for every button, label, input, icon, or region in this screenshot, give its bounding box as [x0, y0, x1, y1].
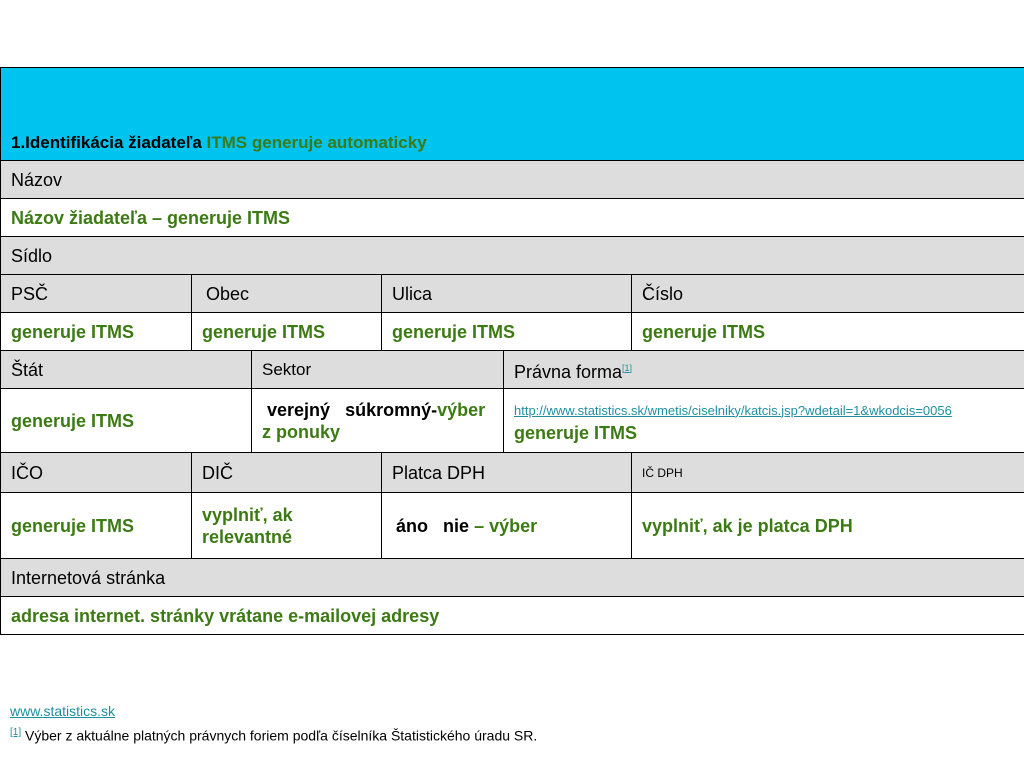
dic-value[interactable]: vyplniť, ak relevantné: [192, 493, 382, 559]
sektor-option-sukromny[interactable]: súkromný-: [345, 399, 438, 420]
sidlo-label: Sídlo: [1, 237, 1024, 275]
address-label-row: [1, 275, 1024, 313]
web-value-row: [1, 597, 1024, 635]
address-value-row: [1, 313, 1024, 351]
psc-value[interactable]: generuje ITMS: [1, 313, 192, 351]
sektor-option-verejny[interactable]: verejný: [267, 399, 331, 420]
pravna-forma-label-cell: [504, 351, 1024, 389]
header-row: [1, 68, 1024, 161]
ic-dph-label: IČ DPH: [632, 453, 1024, 493]
ulica-value[interactable]: generuje ITMS: [382, 313, 632, 351]
sektor-vyber-note: výber z ponuky: [262, 399, 486, 442]
platca-dph-label: Platca DPH: [382, 453, 632, 493]
ico-label: IČO: [1, 453, 192, 493]
web-label: Internetová stránka: [1, 559, 1024, 597]
pravna-forma-label: Právna forma: [514, 361, 623, 382]
stat-label: Štát: [1, 351, 252, 389]
statistics-link[interactable]: www.statistics.sk: [10, 703, 116, 719]
tax-label-row: [1, 453, 1024, 493]
section-title: 1.Identifikácia žiadateľa: [11, 133, 202, 152]
identification-form-table: [0, 67, 1024, 635]
stat-value[interactable]: generuje ITMS: [1, 389, 252, 453]
psc-label: PSČ: [1, 275, 192, 313]
cislo-value[interactable]: generuje ITMS: [632, 313, 1024, 351]
footnote-text: Výber z aktuálne platných právnych foriem podľa číselníka Štatistického úradu SR.: [25, 727, 538, 744]
sektor-label: Sektor: [252, 351, 504, 389]
ulica-label: Ulica: [382, 275, 632, 313]
footnote-ref[interactable]: [1]: [10, 727, 22, 738]
header-cell: [1, 68, 1024, 161]
pravna-forma-link[interactable]: http://www.statistics.sk/wmetis/ciselniky/katcis.jsp?wdetail=1&wkodcis=0056: [514, 402, 952, 418]
obec-value[interactable]: generuje ITMS: [192, 313, 382, 351]
sidlo-label-row: [1, 237, 1024, 275]
cislo-label: Číslo: [632, 275, 1024, 313]
pravna-forma-footnote-ref[interactable]: [1]: [622, 362, 633, 373]
footnotes: [10, 700, 537, 747]
platca-option-ano[interactable]: áno: [396, 515, 429, 536]
platca-vyber-note: – výber: [474, 515, 538, 536]
web-value[interactable]: adresa internet. stránky vrátane e-mailovej adresy: [1, 597, 1024, 635]
sektor-value-cell[interactable]: [252, 389, 504, 453]
nazov-label: Názov: [1, 161, 1024, 199]
tax-value-row: [1, 493, 1024, 559]
obec-label: Obec: [192, 275, 382, 313]
nazov-label-row: [1, 161, 1024, 199]
dic-label: DIČ: [192, 453, 382, 493]
nazov-value[interactable]: Názov žiadateľa – generuje ITMS: [1, 199, 1024, 237]
legal-label-row: [1, 351, 1024, 389]
ic-dph-value[interactable]: vyplniť, ak je platca DPH: [632, 493, 1024, 559]
pravna-forma-value[interactable]: generuje ITMS: [514, 422, 638, 443]
ico-value[interactable]: generuje ITMS: [1, 493, 192, 559]
section-note: ITMS generuje automaticky: [206, 133, 427, 152]
legal-value-row: [1, 389, 1024, 453]
platca-dph-value-cell[interactable]: [382, 493, 632, 559]
pravna-forma-value-cell: [504, 389, 1024, 453]
web-label-row: [1, 559, 1024, 597]
nazov-value-row: [1, 199, 1024, 237]
platca-option-nie[interactable]: nie: [443, 515, 470, 536]
